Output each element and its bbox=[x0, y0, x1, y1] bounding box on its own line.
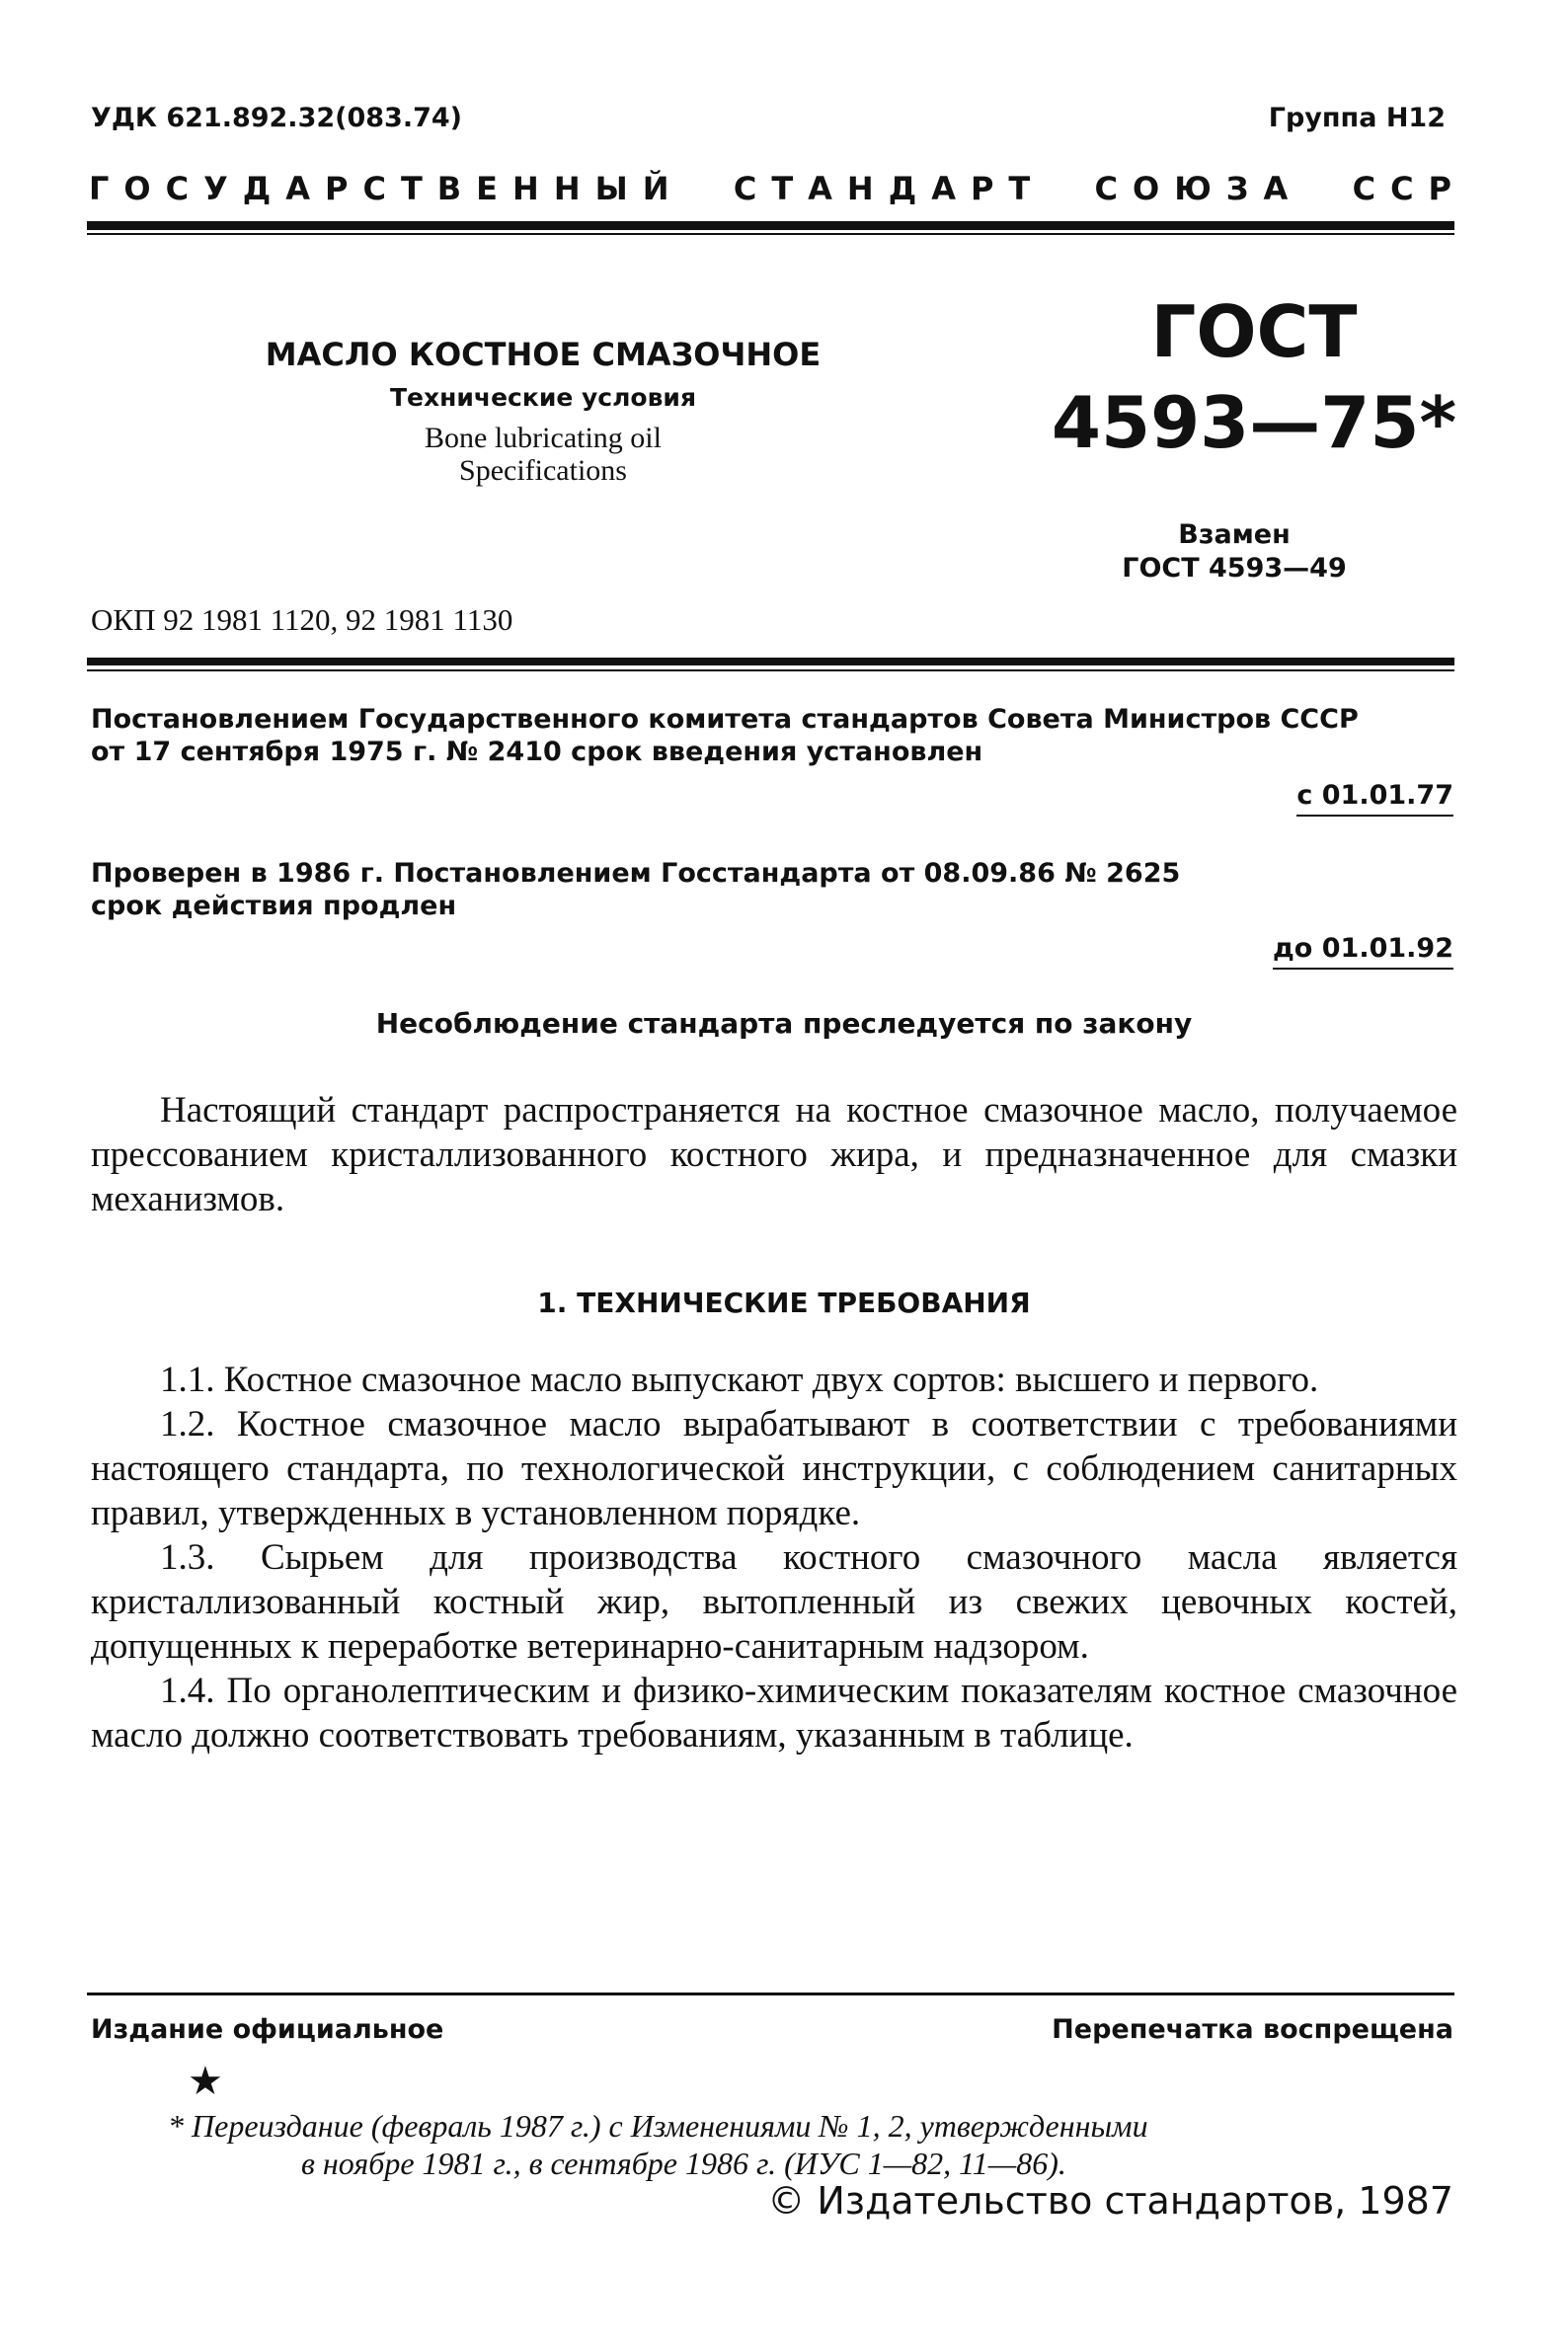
state-word-2: СТАНДАРТ bbox=[733, 170, 1046, 207]
effective-date: с 01.01.77 bbox=[1296, 780, 1453, 817]
intro-text: Настоящий стандарт распространяется на костное смазочное масло, получаемое прессованием кристаллизованного костного жира, и предназначенное для смазки механизмов. bbox=[91, 1090, 1457, 1219]
reissue-footnote bbox=[168, 2107, 1402, 2182]
udk-code: УДК 621.892.32(083.74) bbox=[91, 103, 463, 133]
law-notice: Несоблюдение стандарта преследуется по закону bbox=[375, 1007, 1193, 1040]
decree-line-2: от 17 сентября 1975 г. № 2410 срок введения установлен bbox=[91, 737, 983, 767]
state-word-1: ГОСУДАРСТВЕННЫЙ bbox=[89, 170, 684, 207]
decree-line-1: Постановлением Государственного комитета стандартов Совета Министров СССР bbox=[91, 704, 1359, 735]
section-rule-thin bbox=[87, 669, 1454, 671]
section-rule-thick bbox=[87, 658, 1454, 665]
decree-text bbox=[91, 703, 1453, 768]
intro-paragraph bbox=[91, 1088, 1457, 1221]
clause-1-3: 1.3. Сырьем для производства костного смазочного масла является кристаллизованный костный жир, вытопленный из свежих цевочных костей, допущенных к переработке ветеринарно-санитарным надзором. bbox=[91, 1537, 1457, 1667]
document-title: МАСЛО КОСТНОЕ СМАЗОЧНОЕ bbox=[265, 336, 822, 373]
okp-codes: ОКП 92 1981 1120, 92 1981 1130 bbox=[91, 602, 513, 637]
clauses-list bbox=[91, 1358, 1457, 1758]
state-word-4: ССР bbox=[1352, 170, 1466, 207]
title-block bbox=[227, 336, 859, 487]
clause-1-1: 1.1. Костное смазочное масло выпускают двух сортов: высшего и первого. bbox=[160, 1360, 1319, 1400]
footnote-line-2: в ноябре 1981 г., в сентябре 1986 г. (ИУС 1—82, 11—86). bbox=[301, 2146, 1066, 2181]
header-rule-thick bbox=[87, 221, 1454, 230]
publisher-copyright: © Издательство стандартов, 1987 bbox=[767, 2179, 1453, 2223]
english-title-line-1: Bone lubricating oil bbox=[425, 422, 662, 454]
clause-1-2: 1.2. Костное смазочное масло вырабатывают в соответствии с требованиями настоящего стандарта, по технологической инструкции, с соблюдением санитарных правил, утвержденных в установленном порядке. bbox=[91, 1404, 1457, 1533]
revision-text bbox=[91, 857, 1453, 922]
footnote-line-1: * Переиздание (февраль 1987 г.) с Изменениями № 1, 2, утвержденными bbox=[168, 2108, 1148, 2144]
revision-line-2: срок действия продлен bbox=[91, 891, 457, 921]
gost-code: 4593—75* bbox=[1051, 381, 1457, 464]
replaces-code: ГОСТ 4593—49 bbox=[1122, 553, 1347, 584]
group-code: Группа Н12 bbox=[1268, 103, 1446, 133]
header-rule-thin bbox=[87, 233, 1454, 235]
document-subtitle: Технические условия bbox=[390, 383, 696, 412]
replaces-block bbox=[1096, 518, 1372, 586]
edition-label: Издание официальное bbox=[91, 2014, 444, 2045]
clause-1-4: 1.4. По органолептическим и физико-химическим показателям костное смазочное масло должно соответствовать требованиям, указанным в таблице. bbox=[91, 1671, 1457, 1756]
english-title bbox=[227, 422, 859, 487]
extended-date: до 01.01.92 bbox=[1273, 933, 1453, 970]
footer-rule bbox=[87, 1992, 1454, 1995]
replaces-label: Взамен bbox=[1178, 519, 1291, 550]
section-1-title: 1. ТЕХНИЧЕСКИЕ ТРЕБОВАНИЯ bbox=[537, 1287, 1031, 1319]
reprint-notice: Перепечатка воспрещена bbox=[1052, 2014, 1453, 2045]
english-title-line-2: Specifications bbox=[459, 454, 627, 487]
state-standard-heading bbox=[89, 170, 1466, 207]
revision-line-1: Проверен в 1986 г. Постановлением Госстандарта от 08.09.86 № 2625 bbox=[91, 858, 1181, 889]
star-icon: ★ bbox=[188, 2059, 223, 2103]
gost-label: ГОСТ bbox=[1150, 290, 1358, 373]
gost-number bbox=[1047, 286, 1461, 468]
state-word-3: СОЮЗА bbox=[1094, 170, 1303, 207]
